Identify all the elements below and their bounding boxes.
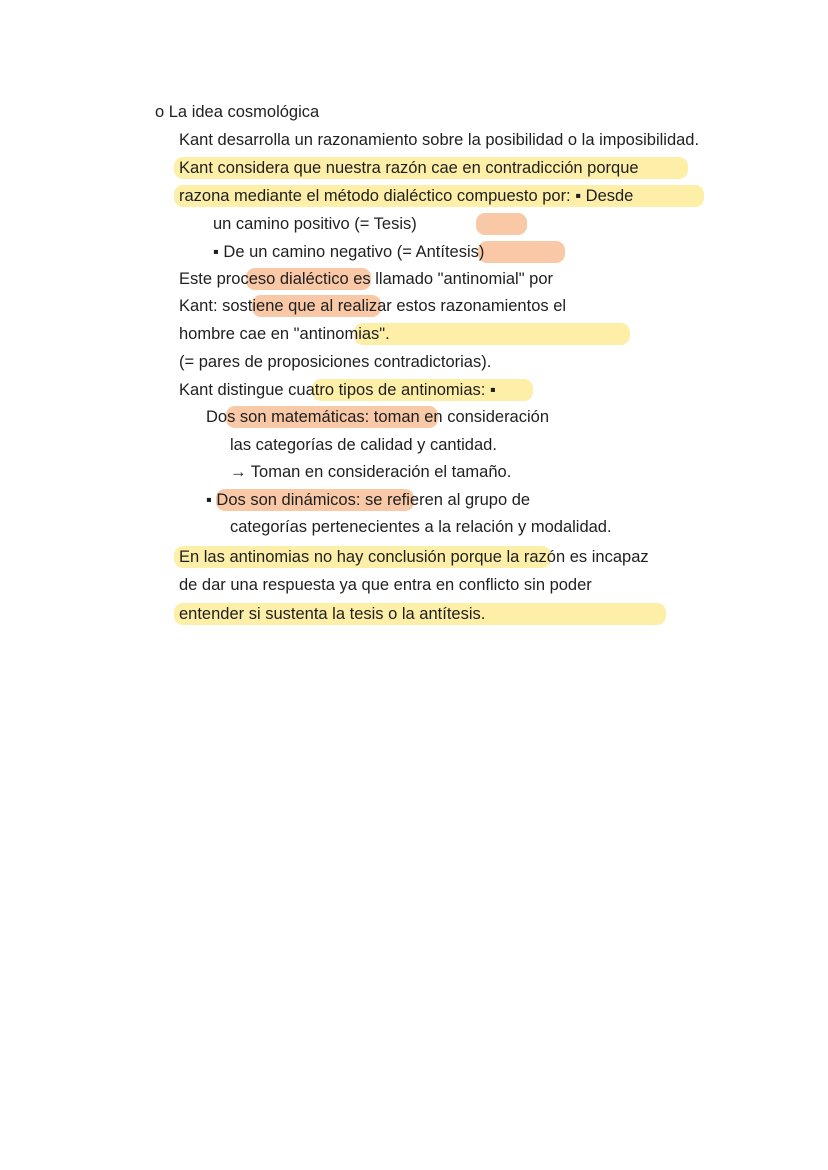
highlight-mark bbox=[478, 241, 565, 263]
highlight-mark bbox=[476, 213, 527, 235]
paragraph-line: de dar una respuesta ya que entra en conflicto sin poder bbox=[179, 576, 592, 594]
paragraph-line: entender si sustenta la tesis o la antítesis. bbox=[179, 605, 486, 623]
section-heading: o La idea cosmológica bbox=[155, 103, 320, 121]
arrow-note: → Toman en consideración el tamaño. bbox=[230, 463, 512, 481]
paragraph-line: razona mediante el método dialéctico compuesto por: ▪ Desde bbox=[179, 187, 634, 205]
bullet-item: ▪ Dos son dinámicos: se refieren al grupo de bbox=[206, 491, 531, 509]
highlight-mark bbox=[354, 323, 630, 345]
paragraph-line: Kant desarrolla un razonamiento sobre la posibilidad o la imposibilidad. bbox=[179, 131, 700, 149]
paragraph-line: Este proceso dialéctico es llamado "antinomial" por bbox=[179, 270, 553, 288]
paragraph-line: Kant distingue cuatro tipos de antinomias: ▪ bbox=[179, 381, 496, 399]
bullet-item: ▪ De un camino negativo (= Antítesis) bbox=[213, 243, 485, 261]
list-item-continuation: categorías pertenecientes a la relación y modalidad. bbox=[230, 518, 612, 536]
paragraph-line: Kant considera que nuestra razón cae en contradicción porque bbox=[179, 159, 639, 177]
paragraph-line: (= pares de proposiciones contradictorias). bbox=[179, 353, 492, 371]
list-item: Dos son matemáticas: toman en consideración bbox=[206, 408, 550, 426]
paragraph-line: un camino positivo (= Tesis) bbox=[213, 215, 417, 233]
paragraph-line: hombre cae en "antinomias". bbox=[179, 325, 390, 343]
paragraph-line: En las antinomias no hay conclusión porque la razón es incapaz bbox=[179, 548, 649, 566]
paragraph-line: Kant: sostiene que al realizar estos razonamientos el bbox=[179, 297, 567, 315]
list-item-continuation: las categorías de calidad y cantidad. bbox=[230, 436, 497, 454]
